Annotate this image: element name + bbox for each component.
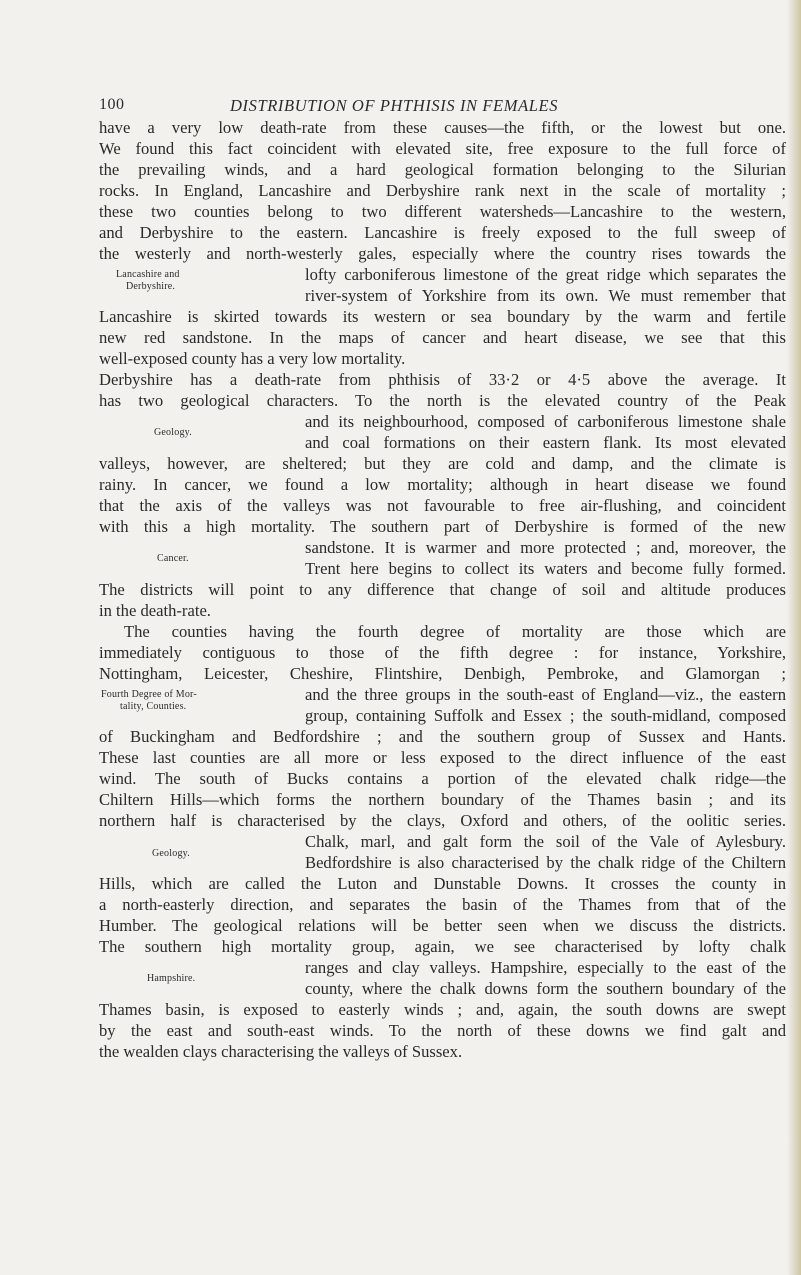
body-line: in the death-rate. — [99, 601, 211, 620]
body-line: that the axis of the valleys was not favourable to free air-flushing, and coincident — [99, 496, 786, 515]
body-line: These last counties are all more or less exposed to the direct influence of the east — [99, 748, 786, 767]
margin-note: Lancashire and — [116, 269, 180, 280]
margin-note: tality, Counties. — [120, 701, 187, 712]
body-line: with this a high mortality. The southern part of Derbyshire is formed of the new — [99, 517, 786, 536]
body-line: rainy. In cancer, we found a low mortality; although in heart disease we found — [99, 475, 786, 494]
body-line: ranges and clay valleys. Hampshire, especially to the east of the — [305, 958, 786, 977]
running-title: DISTRIBUTION OF PHTHISIS IN FEMALES — [230, 96, 559, 115]
body-line: well-exposed county has a very low mortality. — [99, 349, 406, 368]
page-number: 100 — [99, 96, 125, 113]
body-line: We found this fact coincident with elevated site, free exposure to the full force of — [99, 139, 786, 158]
body-line: and the three groups in the south-east of England—viz., the eastern — [305, 685, 786, 704]
body-line: sandstone. It is warmer and more protected ; and, moreover, the — [305, 538, 786, 557]
body-line: lofty carboniferous limestone of the great ridge which separates the — [305, 265, 786, 284]
body-line: Hills, which are called the Luton and Dunstable Downs. It crosses the county in — [99, 874, 786, 893]
body-line: and Derbyshire to the eastern. Lancashire is freely exposed to the full sweep of — [99, 223, 786, 242]
body-line: Chiltern Hills—which forms the northern boundary of the Thames basin ; and its — [99, 790, 786, 809]
body-line: northern half is characterised by the clays, Oxford and others, of the oolitic series. — [99, 811, 786, 830]
page-edge — [787, 0, 801, 1275]
body-line: group, containing Suffolk and Essex ; the south-midland, composed — [305, 706, 786, 725]
body-line: new red sandstone. In the maps of cancer and heart disease, we see that this — [99, 328, 786, 347]
body-line: Bedfordshire is also characterised by the chalk ridge of the Chiltern — [305, 853, 786, 872]
body-line: Nottingham, Leicester, Cheshire, Flintshire, Denbigh, Pembroke, and Glamorgan ; — [99, 664, 786, 683]
body-line: Humber. The geological relations will be better seen when we discuss the districts. — [99, 916, 786, 935]
body-line: a north-easterly direction, and separates the basin of the Thames from that of the — [99, 895, 786, 914]
body-line: by the east and south-east winds. To the north of these downs we find galt and — [99, 1021, 786, 1040]
body-line: The counties having the fourth degree of mortality are those which are — [124, 622, 786, 641]
body-line: valleys, however, are sheltered; but they are cold and damp, and the climate is — [99, 454, 786, 473]
body-line: wind. The south of Bucks contains a portion of the elevated chalk ridge—the — [99, 769, 786, 788]
body-line: immediately contiguous to those of the fifth degree : for instance, Yorkshire, — [99, 643, 786, 662]
margin-note: Derbyshire. — [126, 281, 176, 292]
body-line: The southern high mortality group, again, we see characterised by lofty chalk — [99, 937, 786, 956]
body-line: Derbyshire has a death-rate from phthisis of 33·2 or 4·5 above the average. It — [99, 370, 786, 389]
body-line: rocks. In England, Lancashire and Derbyshire rank next in the scale of mortality ; — [99, 181, 786, 200]
body-line: and its neighbourhood, composed of carboniferous limestone shale — [305, 412, 786, 431]
body-line: the prevailing winds, and a hard geological formation belonging to the Silurian — [99, 160, 786, 179]
body-line: and coal formations on their eastern flank. Its most elevated — [305, 433, 786, 452]
body-line: Lancashire is skirted towards its western or sea boundary by the warm and fertile — [99, 307, 786, 326]
margin-note: Fourth Degree of Mor- — [101, 689, 197, 700]
body-line: Trent here begins to collect its waters and become fully formed. — [305, 559, 786, 578]
margin-note: Geology. — [152, 848, 190, 859]
margin-note: Geology. — [154, 427, 192, 438]
body-line: the wealden clays characterising the valleys of Sussex. — [99, 1042, 463, 1061]
body-line: county, where the chalk downs form the southern boundary of the — [305, 979, 786, 998]
body-line: these two counties belong to two different watersheds—Lancashire to the western, — [99, 202, 786, 221]
body-line: have a very low death-rate from these causes—the fifth, or the lowest but one. — [99, 118, 786, 137]
margin-note: Hampshire. — [147, 973, 196, 984]
body-line: Chalk, marl, and galt form the soil of the Vale of Aylesbury. — [305, 832, 786, 851]
body-line: river-system of Yorkshire from its own. We must remember that — [305, 286, 786, 305]
body-line: Thames basin, is exposed to easterly winds ; and, again, the south downs are swept — [99, 1000, 786, 1019]
body-line: the westerly and north-westerly gales, especially where the country rises towards the — [99, 244, 786, 263]
body-line: The districts will point to any difference that change of soil and altitude produces — [99, 580, 786, 599]
margin-note: Cancer. — [157, 553, 189, 564]
body-line: has two geological characters. To the north is the elevated country of the Peak — [99, 391, 786, 410]
body-line: of Buckingham and Bedfordshire ; and the southern group of Sussex and Hants. — [99, 727, 786, 746]
